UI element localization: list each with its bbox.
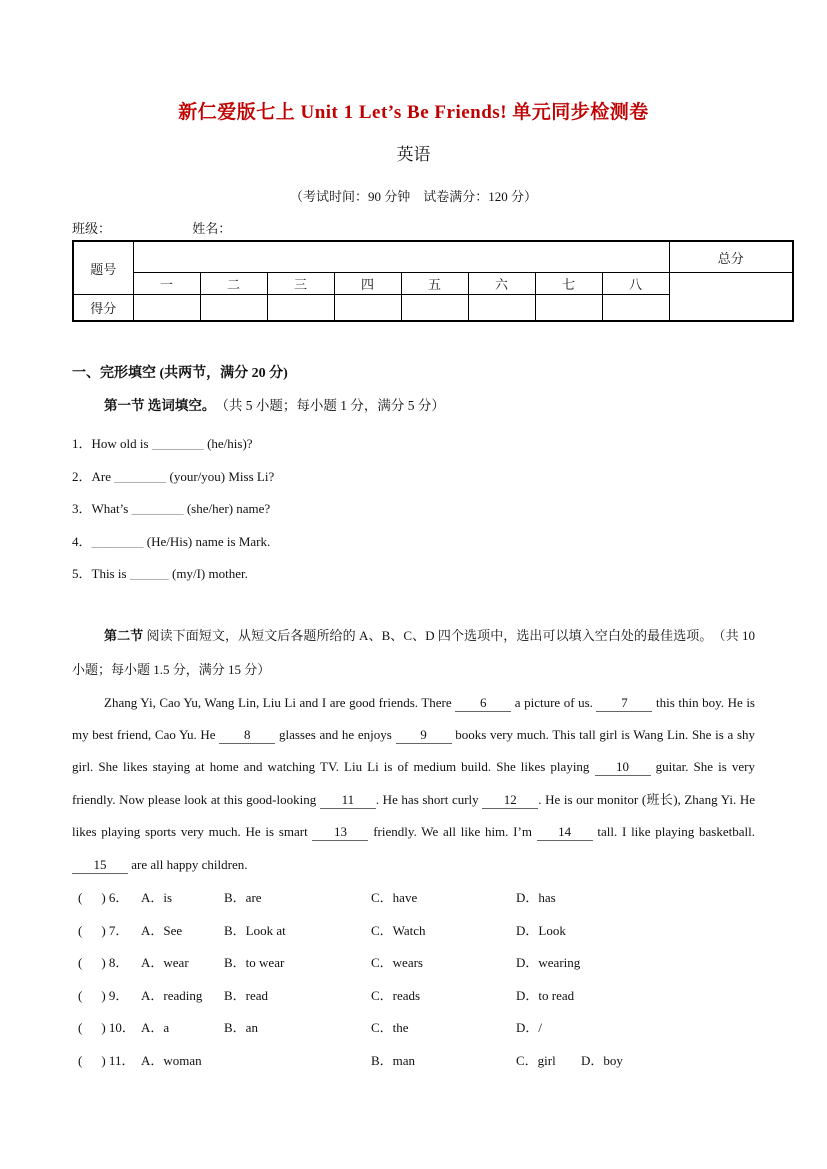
score-table-score-cell [401, 295, 468, 322]
score-table-score-label: 得分 [73, 295, 133, 322]
cloze-passage: Zhang Yi, Cao Yu, Wang Lin, Liu Li and I are good friends. There 6 a picture of us. 7 this thin boy. He is my best friend, Cao Yu. He 8 glasses and he enjoys 9 books very much. This tall girl is Wang Lin. She is a shy girl. She likes staying at home and watching TV. Liu Li is of medium build. She likes playing 10 guitar. She is very friendly. Now please look at this good-looking 11 . He has short curly 12 . He is our monitor (班长), Zhang Yi. He likes playing sports very much. He is smart 13 friendly. We all like him. I’m 14 tall. I like playing basketball. 15 are all happy children. [72, 694, 755, 872]
option-d: D．has [516, 890, 556, 905]
option-c: C．reads [371, 987, 421, 1003]
option-b: B．an [224, 1020, 258, 1035]
option-a: A．a [141, 1020, 170, 1035]
score-table-col: 一 [133, 273, 200, 295]
score-table-col: 六 [468, 273, 535, 295]
mc-question-10 [78, 1012, 755, 1045]
option-d: D．boy [581, 1052, 623, 1068]
score-table-col: 八 [602, 273, 669, 295]
mc-question-8 [78, 947, 755, 980]
part1-heading-bold: 第一节 选词填空。 [104, 398, 209, 413]
cloze-blank-8: 8 [219, 728, 275, 744]
question-text: 3．What’s [72, 501, 132, 517]
score-table-score-cell [267, 295, 334, 322]
cloze-blank-11: 11 [320, 793, 376, 809]
question-text: (your/you) Miss Li? [166, 468, 275, 484]
question-text: (He/His) name is Mark. [143, 533, 271, 549]
mc-question-9 [78, 980, 755, 1013]
fill-question-2 [72, 461, 755, 494]
question-text: (my/I) mother. [168, 566, 248, 582]
option-a: A．See [141, 922, 183, 938]
score-table-qnum-label: 题号 [73, 241, 133, 295]
answer-bracket: ( ) 9． [78, 987, 129, 1003]
part2-heading-bold: 第二节 [104, 627, 144, 643]
answer-bracket: ( ) 6． [78, 890, 129, 905]
option-c: C．wears [371, 955, 423, 970]
fill-question-4 [72, 526, 755, 559]
part1-heading-rest: （共 5 小题；每小题 1 分，满分 5 分） [208, 398, 445, 413]
cloze-blank-6: 6 [455, 696, 511, 712]
option-b: B．man [371, 1052, 416, 1068]
score-table-score-cell [468, 295, 535, 322]
score-table-total-cell [669, 273, 793, 322]
option-b: B．are [224, 890, 262, 905]
answer-blank: ________ [91, 533, 144, 549]
answer-bracket: ( ) 11． [78, 1052, 135, 1068]
question-text: 5．This is [72, 566, 130, 582]
question-text: (she/her) name? [183, 501, 271, 517]
fill-question-3 [72, 493, 755, 526]
part2-heading [72, 619, 755, 687]
option-c: C．the [371, 1020, 409, 1035]
option-c: C．girl [516, 1052, 556, 1068]
mc-question-11 [78, 1045, 755, 1078]
name-label: 姓名： [192, 221, 232, 236]
cloze-blank-12: 12 [482, 793, 538, 809]
question-text: 4． [72, 533, 92, 549]
score-table-score-cell [602, 295, 669, 322]
question-text: 1．How old is [72, 436, 152, 451]
question-text: (he/his)? [203, 436, 253, 451]
option-c: C．have [371, 890, 418, 905]
answer-bracket: ( ) 10． [78, 1020, 135, 1035]
option-d: D．Look [516, 922, 566, 938]
option-a: A．reading [141, 987, 203, 1003]
fill-question-5 [72, 558, 755, 591]
mc-question-6 [78, 882, 755, 915]
option-b: B．Look at [224, 922, 286, 938]
score-table-col: 二 [200, 273, 267, 295]
score-table-score-cell [334, 295, 401, 322]
score-table-col: 七 [535, 273, 602, 295]
score-table-score-cell [200, 295, 267, 322]
answer-blank: ________ [131, 501, 184, 517]
option-d: D．to read [516, 987, 575, 1003]
score-table-score-cell [535, 295, 602, 322]
class-label: 班级： [72, 221, 112, 236]
cloze-blank-13: 13 [312, 825, 368, 841]
exam-info: （考试时间：90 分钟 试卷满分：120 分） [289, 189, 537, 204]
score-table-col: 五 [401, 273, 468, 295]
score-table-total-label: 总分 [669, 241, 793, 273]
fill-question-1 [72, 428, 755, 461]
score-table-empty-top [133, 241, 669, 273]
cloze-blank-14: 14 [537, 825, 593, 841]
question-text: 2．Are [72, 468, 115, 484]
option-a: A．woman [141, 1052, 202, 1068]
cloze-blank-15: 15 [72, 858, 128, 874]
class-name-row [72, 220, 755, 237]
score-table-col: 三 [267, 273, 334, 295]
answer-bracket: ( ) 8． [78, 955, 129, 970]
answer-blank: ________ [114, 468, 167, 484]
answer-blank: ______ [129, 566, 169, 582]
cloze-blank-7: 7 [596, 696, 652, 712]
answer-bracket: ( ) 7． [78, 922, 129, 938]
score-table-score-cell [133, 295, 200, 322]
score-table [72, 240, 794, 322]
score-table-col: 四 [334, 273, 401, 295]
option-d: D．wearing [516, 955, 581, 970]
option-c: C．Watch [371, 922, 426, 938]
option-b: B．to wear [224, 955, 285, 970]
cloze-blank-10: 10 [595, 760, 651, 776]
part1-heading [104, 396, 755, 416]
option-a: A．wear [141, 955, 189, 970]
option-b: B．read [224, 987, 269, 1003]
option-d: D．/ [516, 1020, 543, 1035]
part2-heading-rest: 阅读下面短文，从短文后各题所给的 A、B、C、D 四个选项中，选出可以填入空白处的最佳选项。 （共 10 小题；每小题 1.5 分，满分 15 分） [72, 627, 755, 677]
paper-title: 新仁爱版七上 Unit 1 Let’s Be Friends! 单元同步检测卷 [178, 102, 649, 123]
fill-in-questions [72, 428, 755, 591]
mc-question-7 [78, 915, 755, 948]
answer-blank: ________ [151, 436, 204, 451]
cloze-blank-9: 9 [396, 728, 452, 744]
subject-title: 英语 [396, 145, 431, 164]
multiple-choice-questions [78, 882, 755, 1077]
option-a: A．is [141, 890, 173, 905]
section1-heading: 一、完形填空 (共两节，满分 20 分) [72, 366, 288, 381]
